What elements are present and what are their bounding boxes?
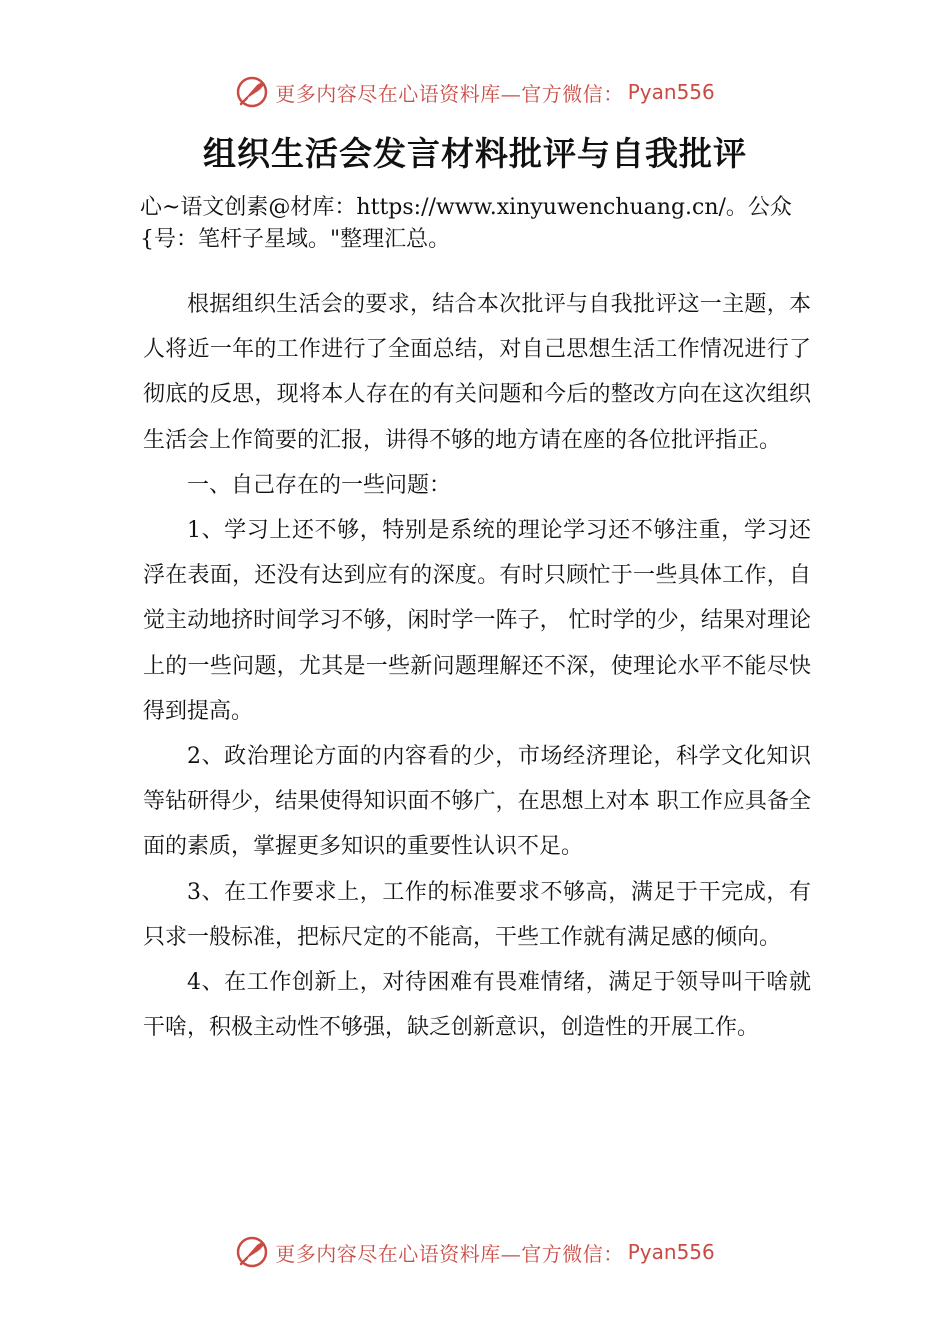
banner-slogan: 更多内容尽在心语资料库—官方微信： xyxy=(275,81,624,106)
banner-wechat-id: Pyan556 xyxy=(627,80,715,104)
document-title: 组织生活会发言材料批评与自我批评 xyxy=(203,134,747,173)
source-line: 心~语文创素@材库：https://www.xinyuwenchuang.cn/。公众{号：笔杆子星域。"整理汇总。 xyxy=(140,195,792,252)
banner-wechat-id: Pyan556 xyxy=(627,1240,715,1264)
section-heading: 一、自己存在的一些问题： xyxy=(187,472,452,498)
intro-paragraph: 根据组织生活会的要求，结合本次批评与自我批评这一主题，本人将近一年的工作进行了全面总结，对自己思想生活工作情况进行了彻底的反思，现将本人存在的有关问题和今后的整改方向在这次组织生活会上作简要的汇报，讲得不够的地方请在座的各位批评指正。 xyxy=(143,292,811,453)
issue-paragraph-1: 1、学习上还不够，特别是系统的理论学习还不够注重，学习还浮在表面，还没有达到应有的深度。有时只顾忙于一些具体工作，自觉主动地挤时间学习不够，闲时学一阵子， 忙时学的少，结果对理论上的一些问题，尤其是一些新问题理解还不深，使理论水平不能尽快得到提高。 xyxy=(143,518,811,724)
banner-slogan: 更多内容尽在心语资料库—官方微信： xyxy=(275,1241,624,1266)
issue-paragraph-2: 2、政治理论方面的内容看的少，市场经济理论，科学文化知识等钻研得少，结果使得知识面不够广，在思想上对本 职工作应具备全面的素质，掌握更多知识的重要性认识不足。 xyxy=(143,744,811,860)
header-banner xyxy=(0,72,950,112)
quill-pen-logo-icon xyxy=(235,1235,269,1269)
document-body xyxy=(143,282,811,1050)
footer-banner xyxy=(0,1232,950,1272)
issue-paragraph-3: 3、在工作要求上，工作的标准要求不够高，满足于干完成，有只求一般标准，把标尺定的不能高，干些工作就有满足感的倾向。 xyxy=(143,879,811,950)
quill-pen-logo-icon xyxy=(235,75,269,109)
issue-paragraph-4: 4、在工作创新上，对待困难有畏难情绪，满足于领导叫干啥就干啥，积极主动性不够强，缺乏创新意识，创造性的开展工作。 xyxy=(143,970,811,1041)
